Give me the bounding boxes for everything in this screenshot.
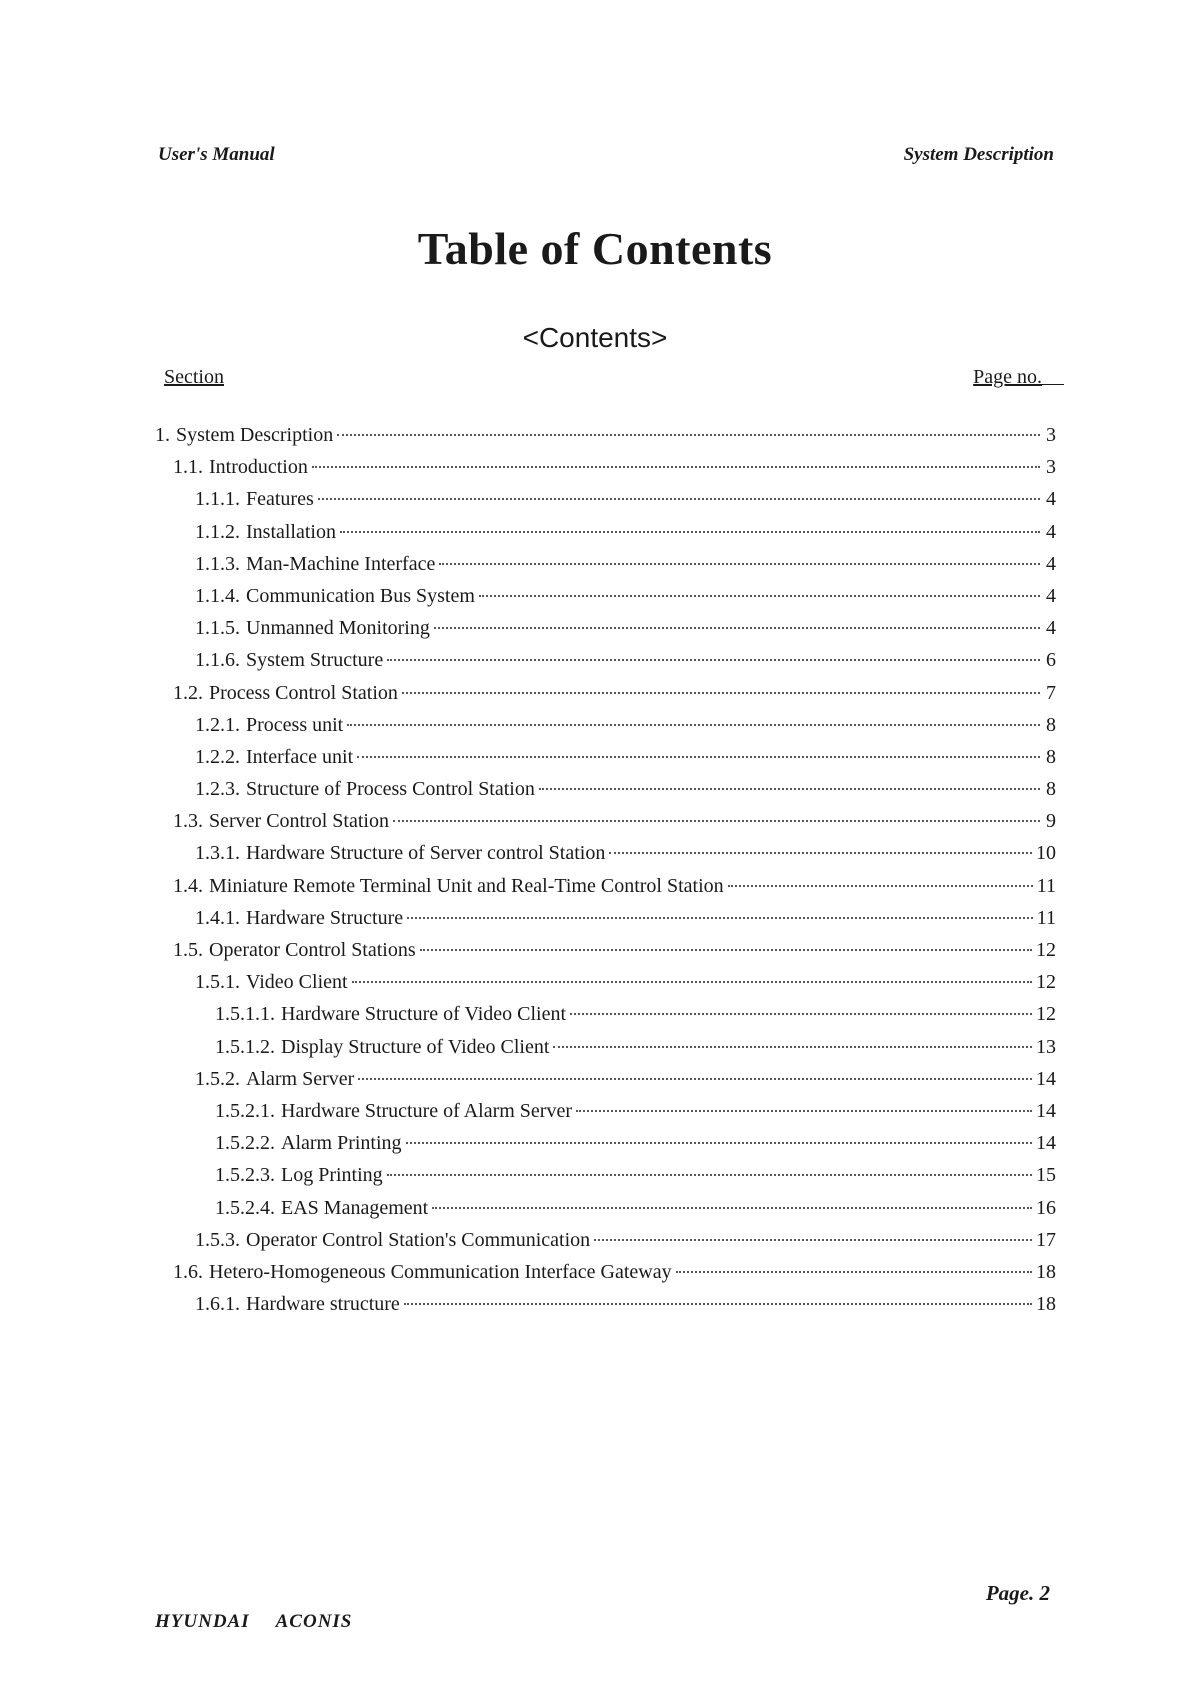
- toc-leader-dots: [420, 949, 1032, 951]
- toc-entry-label: Display Structure of Video Client: [281, 1035, 550, 1058]
- toc-entry-page: 15: [1036, 1164, 1056, 1187]
- toc-entry-page: 12: [1036, 1003, 1056, 1026]
- toc-entry-number: 1.5.2.1.: [215, 1099, 275, 1122]
- toc-entry-label: Process Control Station: [209, 681, 398, 704]
- toc-entry-number: 1.5.1.: [195, 971, 240, 994]
- toc-entry-number: 1.3.1.: [195, 842, 240, 865]
- toc-entry-label: Video Client: [246, 971, 348, 994]
- toc-entry-label: Man-Machine Interface: [246, 552, 436, 575]
- toc-leader-dots: [439, 563, 1040, 565]
- toc-entry-page: 8: [1046, 713, 1056, 736]
- toc-leader-dots: [539, 788, 1040, 790]
- toc-entry[interactable]: [155, 1003, 1056, 1035]
- toc-entry-number: 1.1.2.: [195, 520, 240, 543]
- toc-entry[interactable]: [155, 1229, 1056, 1261]
- toc-entry[interactable]: [155, 1197, 1056, 1229]
- toc-leader-dots: [576, 1110, 1032, 1112]
- toc-entry[interactable]: [155, 488, 1056, 520]
- toc-entry[interactable]: [155, 971, 1056, 1003]
- toc-entry-number: 1.1.1.: [195, 488, 240, 511]
- toc-entry[interactable]: [155, 810, 1056, 842]
- toc-entry-number: 1.6.1.: [195, 1293, 240, 1316]
- toc-entry-number: 1.2.1.: [195, 713, 240, 736]
- toc-entry-page: 17: [1036, 1228, 1056, 1251]
- toc-leader-dots: [393, 820, 1040, 822]
- footer-brand-aconis: ACONIS: [275, 1611, 353, 1632]
- toc-entry[interactable]: [155, 842, 1056, 874]
- toc-entry-label: Process unit: [246, 713, 344, 736]
- toc-entry[interactable]: [155, 682, 1056, 714]
- toc-entry-page: 14: [1036, 1132, 1056, 1155]
- toc-entry-label: Operator Control Stations: [209, 939, 416, 961]
- toc-entry-label: Operator Control Station's Communication: [246, 1228, 591, 1251]
- toc-leader-dots: [404, 1303, 1032, 1305]
- toc-entry-label: Hardware Structure of Alarm Server: [281, 1099, 572, 1122]
- toc-entry-page: 11: [1036, 874, 1056, 897]
- toc-leader-dots: [406, 1142, 1032, 1144]
- table-of-contents: [155, 424, 1056, 1325]
- toc-entry[interactable]: [155, 746, 1056, 778]
- toc-entry-page: 4: [1046, 488, 1056, 511]
- toc-leader-dots: [728, 885, 1033, 887]
- toc-entry-number: 1.3.: [173, 810, 203, 833]
- page-subtitle: <Contents>: [522, 322, 668, 353]
- page-title: Table of Contents: [417, 223, 773, 274]
- toc-entry-label: EAS Management: [281, 1196, 429, 1219]
- footer-brand-hyundai: HYUNDAI: [155, 1611, 250, 1632]
- toc-entry-label: Features: [246, 488, 314, 511]
- toc-entry[interactable]: [155, 553, 1056, 585]
- toc-entry[interactable]: [155, 1164, 1056, 1196]
- toc-entry-number: 1.5.3.: [195, 1228, 240, 1251]
- toc-entry-number: 1.5.1.2.: [215, 1035, 275, 1058]
- toc-entry[interactable]: [155, 585, 1056, 617]
- toc-entry-page: 4: [1046, 617, 1056, 640]
- toc-entry-label: Hetero-Homogeneous Communication Interface Gateway: [209, 1260, 672, 1283]
- toc-leader-dots: [387, 659, 1040, 661]
- toc-entry-number: 1.1.3.: [195, 552, 240, 575]
- toc-entry-number: 1.5.2.: [195, 1067, 240, 1090]
- toc-entry-label: Unmanned Monitoring: [246, 617, 430, 640]
- toc-entry[interactable]: [155, 617, 1056, 649]
- toc-leader-dots: [609, 852, 1032, 854]
- column-section-label: Section: [164, 366, 224, 388]
- toc-entry[interactable]: [155, 939, 1056, 971]
- header-manual: User's Manual: [158, 144, 275, 165]
- toc-entry-number: 1.5.2.2.: [215, 1132, 275, 1155]
- toc-entry-label: Introduction: [209, 456, 308, 479]
- toc-entry[interactable]: [155, 1132, 1056, 1164]
- toc-entry[interactable]: [155, 649, 1056, 681]
- header-section: System Description: [903, 144, 1054, 165]
- toc-entry[interactable]: [155, 778, 1056, 810]
- footer-brand: [155, 1611, 352, 1633]
- toc-leader-dots: [357, 756, 1040, 758]
- toc-entry-page: 14: [1036, 1067, 1056, 1090]
- toc-entry-label: System Structure: [246, 649, 384, 672]
- toc-entry-number: 1.2.: [173, 681, 203, 704]
- toc-entry-number: 1.5.2.3.: [215, 1164, 275, 1187]
- toc-leader-dots: [340, 531, 1040, 533]
- toc-entry-page: 10: [1036, 842, 1056, 865]
- toc-entry[interactable]: [155, 875, 1056, 907]
- toc-entry-label: Hardware structure: [246, 1293, 400, 1316]
- toc-leader-dots: [570, 1013, 1032, 1015]
- toc-leader-dots: [312, 466, 1040, 468]
- toc-leader-dots: [553, 1046, 1032, 1048]
- toc-entry-page: 9: [1046, 810, 1056, 833]
- toc-entry-label: Hardware Structure: [246, 906, 404, 929]
- toc-entry-number: 1.1.: [173, 456, 203, 479]
- toc-entry-page: 4: [1046, 552, 1056, 575]
- toc-leader-dots: [479, 595, 1040, 597]
- footer-page-number: Page. 2: [985, 1581, 1050, 1605]
- toc-entry-page: 16: [1036, 1196, 1056, 1219]
- toc-entry-page: 8: [1046, 778, 1056, 801]
- toc-entry-number: 1.: [155, 424, 170, 446]
- toc-entry[interactable]: [155, 1068, 1056, 1100]
- toc-entry-label: Installation: [246, 520, 336, 543]
- toc-entry-number: 1.1.5.: [195, 617, 240, 640]
- toc-leader-dots: [407, 917, 1033, 919]
- toc-entry-page: 12: [1036, 971, 1056, 994]
- toc-entry-label: Hardware Structure of Video Client: [281, 1003, 567, 1026]
- toc-entry[interactable]: [155, 907, 1056, 939]
- toc-entry-label: Alarm Printing: [281, 1132, 402, 1155]
- toc-entry-page: 6: [1046, 649, 1056, 672]
- toc-entry-page: 4: [1046, 520, 1056, 543]
- toc-leader-dots: [358, 1078, 1032, 1080]
- toc-entry-number: 1.5.: [173, 939, 203, 961]
- toc-entry-label: Interface unit: [246, 745, 354, 768]
- toc-entry-number: 1.4.1.: [195, 906, 240, 929]
- toc-entry-label: Server Control Station: [209, 810, 389, 833]
- toc-entry-number: 1.6.: [173, 1260, 203, 1283]
- toc-entry[interactable]: [155, 1100, 1056, 1132]
- toc-entry[interactable]: [155, 521, 1056, 553]
- toc-leader-dots: [402, 692, 1040, 694]
- toc-leader-dots: [347, 724, 1040, 726]
- toc-leader-dots: [387, 1174, 1032, 1176]
- toc-entry-page: 18: [1036, 1293, 1056, 1316]
- toc-entry[interactable]: [155, 714, 1056, 746]
- toc-entry-label: Structure of Process Control Station: [246, 778, 535, 801]
- toc-entry-label: Alarm Server: [246, 1067, 355, 1090]
- toc-entry[interactable]: [155, 456, 1056, 488]
- toc-entry-page: 18: [1036, 1260, 1056, 1283]
- toc-entry-page: 7: [1046, 681, 1056, 704]
- toc-leader-dots: [434, 627, 1040, 629]
- toc-entry-number: 1.2.2.: [195, 745, 240, 768]
- toc-leader-dots: [594, 1239, 1032, 1241]
- toc-leader-dots: [352, 981, 1032, 983]
- toc-entry-page: 12: [1036, 939, 1056, 961]
- toc-entry-label: Communication Bus System: [246, 584, 475, 607]
- toc-entry-label: Hardware Structure of Server control Station: [246, 842, 606, 865]
- toc-entry[interactable]: [155, 1293, 1056, 1325]
- toc-entry-number: 1.1.4.: [195, 584, 240, 607]
- toc-entry-label: System Description: [176, 424, 334, 446]
- toc-entry-page: 13: [1036, 1035, 1056, 1058]
- toc-entry-page: 4: [1046, 584, 1056, 607]
- toc-leader-dots: [432, 1207, 1032, 1209]
- toc-entry-page: 11: [1036, 906, 1056, 929]
- toc-entry-number: 1.2.3.: [195, 778, 240, 801]
- toc-entry[interactable]: [155, 1036, 1056, 1068]
- toc-entry-label: Miniature Remote Terminal Unit and Real-Time Control Station: [209, 874, 724, 897]
- toc-entry[interactable]: [155, 424, 1056, 456]
- toc-entry-page: 8: [1046, 745, 1056, 768]
- toc-entry-number: 1.5.1.1.: [215, 1003, 275, 1026]
- toc-entry-page: 3: [1046, 424, 1056, 446]
- toc-entry-label: Log Printing: [281, 1164, 383, 1187]
- toc-entry[interactable]: [155, 1261, 1056, 1293]
- toc-entry-page: 3: [1046, 456, 1056, 479]
- column-page-label: Page no.: [973, 366, 1064, 389]
- toc-leader-dots: [318, 498, 1040, 500]
- toc-leader-dots: [676, 1271, 1032, 1273]
- toc-entry-page: 14: [1036, 1099, 1056, 1122]
- toc-entry-number: 1.1.6.: [195, 649, 240, 672]
- toc-entry-number: 1.5.2.4.: [215, 1196, 275, 1219]
- toc-leader-dots: [337, 434, 1040, 436]
- toc-entry-number: 1.4.: [173, 874, 203, 897]
